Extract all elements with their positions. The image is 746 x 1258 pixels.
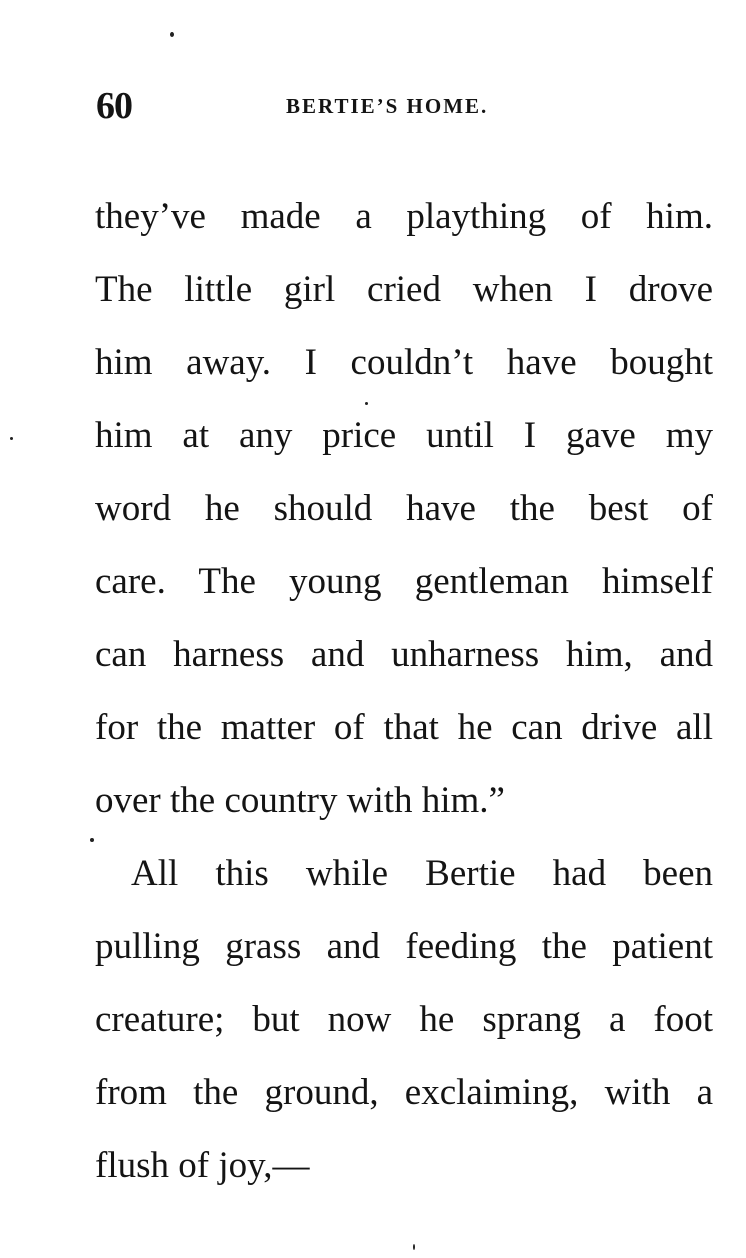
scan-speck: [413, 1244, 415, 1250]
scan-speck: [10, 437, 13, 440]
text-line: word he should have the best of: [95, 488, 713, 529]
text-line: they’ve made a plaything of him.: [95, 196, 713, 237]
page-body: [95, 187, 713, 1209]
text-line: can harness and unharness him, and: [95, 634, 713, 675]
text-line: creature; but now he sprang a foot: [95, 999, 713, 1040]
page-number: 60: [96, 85, 132, 127]
text-line: care. The young gentleman himself: [95, 561, 713, 602]
running-title: BERTIE’S HOME.: [286, 94, 489, 118]
text-line: pulling grass and feeding the patient: [95, 926, 713, 967]
text-line: for the matter of that he can drive all: [95, 707, 713, 748]
scan-speck: [365, 402, 368, 405]
text-line: him at any price until I gave my: [95, 415, 713, 456]
text-line: The little girl cried when I drove: [95, 269, 713, 310]
text-line-paragraph-start: All this while Bertie had been: [131, 853, 713, 894]
text-line: him away. I couldn’t have bought: [95, 342, 713, 383]
page-header: [96, 82, 716, 132]
text-line: from the ground, exclaiming, with a: [95, 1072, 713, 1113]
text-line-last: flush of joy,—: [95, 1145, 310, 1186]
scan-speck: [170, 32, 174, 37]
text-line-paragraph-end: over the country with him.”: [95, 780, 505, 821]
scan-speck: [90, 838, 94, 842]
